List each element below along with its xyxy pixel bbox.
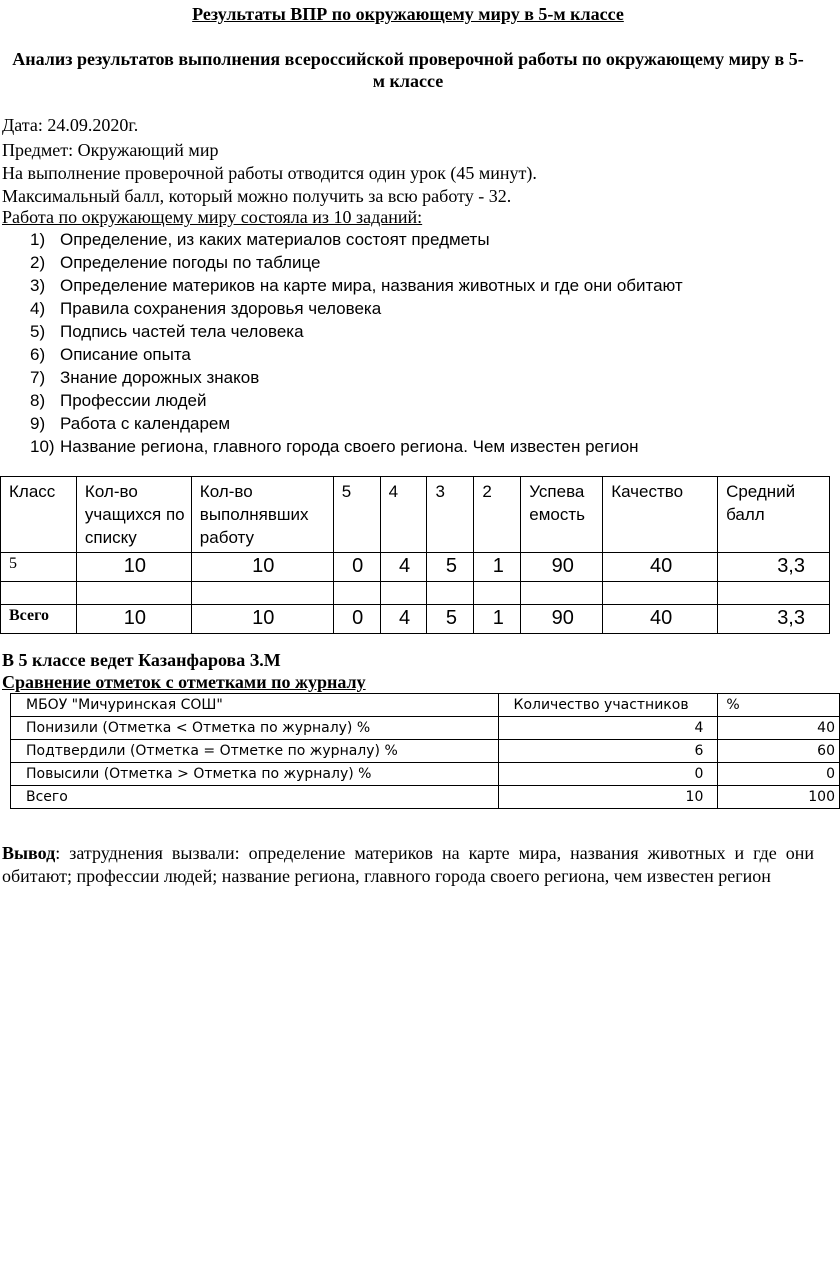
- time-line: На выполнение проверочной работы отводится один урок (45 минут).: [2, 163, 537, 183]
- table-cell: 0: [333, 605, 380, 634]
- header-cell: Успева емость: [521, 477, 603, 553]
- table-cell: 10: [191, 605, 333, 634]
- table-cell: 4: [380, 553, 427, 582]
- task-item: 5) Подпись частей тела человека: [30, 322, 304, 341]
- subject-line: Предмет: Окружающий мир: [2, 140, 219, 160]
- table-cell: Всего: [1, 605, 77, 634]
- table-cell: 5: [1, 553, 77, 582]
- table-cell: 5: [427, 553, 474, 582]
- compare-table: [10, 693, 840, 809]
- compare-heading: Сравнение отметок с отметками по журналу: [2, 672, 366, 692]
- header-cell: %: [718, 694, 840, 717]
- conclusion-text: : затруднения вызвали: определение материков на карте мира, названия животных и где они обитают; профессии людей; название региона, главного города своего региона, чем известен регион: [2, 843, 814, 886]
- header-cell: Кол-во выполнявших работу: [191, 477, 333, 553]
- table-row: [1, 553, 830, 582]
- document-title: Результаты ВПР по окружающему миру в 5-м классе: [192, 4, 624, 24]
- task-item: 8) Профессии людей: [30, 391, 207, 410]
- header-cell: Количество участников: [498, 694, 718, 717]
- table-cell: 10: [76, 605, 191, 634]
- table-cell: 0: [498, 763, 718, 786]
- header-cell: Средний балл: [718, 477, 830, 553]
- conclusion-paragraph: [2, 842, 814, 888]
- header-cell: Качество: [603, 477, 718, 553]
- task-item: 4) Правила сохранения здоровья человека: [30, 299, 382, 318]
- table-cell: 40: [603, 605, 718, 634]
- teacher-line: В 5 классе ведет Казанфарова З.М: [2, 650, 281, 670]
- header-cell: Кол-во учащихся по списку: [76, 477, 191, 553]
- task-item: 2) Определение погоды по таблице: [30, 253, 321, 272]
- table-cell: 90: [521, 605, 603, 634]
- table-cell: 10: [76, 553, 191, 582]
- task-item: 10) Название региона, главного города своего региона. Чем известен регион: [30, 437, 639, 456]
- table-cell: 40: [718, 717, 840, 740]
- task-list: [0, 228, 683, 458]
- table-cell: 10: [191, 553, 333, 582]
- task-item: 7) Знание дорожных знаков: [30, 368, 260, 387]
- table-cell: Всего: [11, 786, 499, 809]
- task-item: 9) Работа с календарем: [30, 414, 231, 433]
- table-cell: 100: [718, 786, 840, 809]
- table-cell: 3,3: [718, 553, 830, 582]
- table-header-row: [1, 477, 830, 553]
- table-cell: 0: [718, 763, 840, 786]
- table-cell: Понизили (Отметка < Отметка по журналу) %: [11, 717, 499, 740]
- table-cell: 90: [521, 553, 603, 582]
- header-cell: 5: [333, 477, 380, 553]
- max-score-line: Максимальный балл, который можно получить за всю работу - 32.: [2, 186, 512, 206]
- table-row-total: [1, 605, 830, 634]
- header-cell: МБОУ "Мичуринская СОШ": [11, 694, 499, 717]
- task-item: 1) Определение, из каких материалов состоят предметы: [30, 230, 490, 249]
- compare-row: [11, 717, 840, 740]
- table-cell: 10: [498, 786, 718, 809]
- date-line: Дата: 24.09.2020г.: [2, 115, 139, 135]
- document-subtitle: Анализ результатов выполнения всероссийской проверочной работы по окружающему миру в 5-м классе: [12, 49, 804, 91]
- tasks-heading: Работа по окружающему миру состояла из 10 заданий:: [2, 207, 423, 227]
- table-cell: Повысили (Отметка > Отметка по журналу) %: [11, 763, 499, 786]
- table-cell: 60: [718, 740, 840, 763]
- task-item: 3) Определение материков на карте мира, названия животных и где они обитают: [30, 276, 683, 295]
- table-cell: 4: [498, 717, 718, 740]
- compare-row: [11, 763, 840, 786]
- table-cell: 6: [498, 740, 718, 763]
- compare-header-row: [11, 694, 840, 717]
- header-cell: 2: [474, 477, 521, 553]
- table-cell: 3,3: [718, 605, 830, 634]
- compare-row-total: [11, 786, 840, 809]
- table-cell: 1: [474, 553, 521, 582]
- table-cell: 4: [380, 605, 427, 634]
- compare-row: [11, 740, 840, 763]
- conclusion-label: Вывод: [2, 843, 56, 863]
- header-cell: 3: [427, 477, 474, 553]
- table-cell: 5: [427, 605, 474, 634]
- table-cell: Подтвердили (Отметка = Отметке по журналу) %: [11, 740, 499, 763]
- table-row-empty: [1, 582, 830, 605]
- table-cell: 40: [603, 553, 718, 582]
- header-cell: Класс: [1, 477, 77, 553]
- table-cell: 1: [474, 605, 521, 634]
- task-item: 6) Описание опыта: [30, 345, 191, 364]
- results-table: [0, 476, 830, 634]
- header-cell: 4: [380, 477, 427, 553]
- table-cell: 0: [333, 553, 380, 582]
